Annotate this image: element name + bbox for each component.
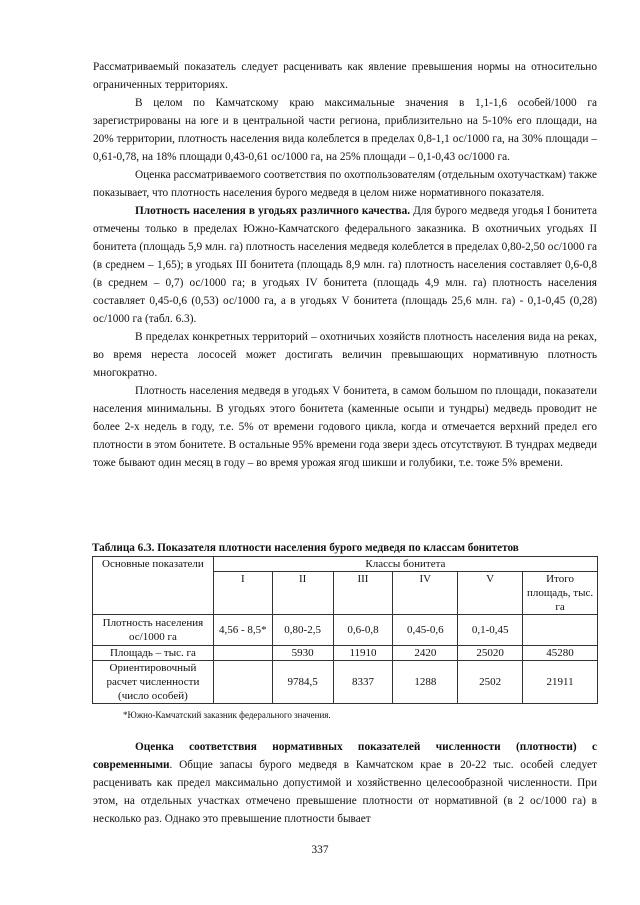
header-col-i: I — [213, 572, 272, 615]
table-row — [93, 646, 598, 661]
header-col-total: Итого площадь, тыс. га — [523, 572, 598, 615]
paragraph-6: Плотность населения медведя в угодьях V бонитета, в самом большом по площади, показатели населения минимальны. В угодьях этого бонитета (каменные осыпи и тундры) медведь проводит не более 2-х недель в году, т.е. 5% от времени годового цикла, когда и отмечается верхний предел его плотности в этом бонитете. В остальные 95% времени года звери здесь отсутствуют. В тундрах медведи тоже бывают один месяц в году – во время урожая ягод шикши и голубики, т.е. тоже 5% времени. — [93, 385, 597, 469]
paragraph-7: Оценка соответствия нормативных показателей численности (плотности) с современными. Общие запасы бурого медведя в Камчатском крае в 20-22 тыс. особей следует расценивать как предел максимально допустимой и хозяйственно целесообразной численности. При этом, на отдельных участках отмечено превышение плотности от нормативной (в 2 ос/1000 га) в несколько раз. Однако это превышение плотности бывает — [93, 741, 597, 825]
row-label: Ориентировочный расчет численности (число особей) — [93, 661, 214, 704]
table-cell — [213, 646, 272, 661]
table-cell: 4,56 - 8,5* — [213, 615, 272, 646]
text-block-top — [93, 58, 597, 472]
table-cell: 0,6-0,8 — [333, 615, 393, 646]
header-col-v: V — [458, 572, 523, 615]
table-caption: Таблица 6.3. Показателя плотности населения бурого медведя по классам бонитетов — [92, 542, 519, 554]
table-cell: 11910 — [333, 646, 393, 661]
table-cell: 25020 — [458, 646, 523, 661]
table-row — [93, 615, 598, 646]
table-cell: 0,1-0,45 — [458, 615, 523, 646]
table-cell: 9784,5 — [272, 661, 333, 704]
table-footnote: *Южно-Камчатский заказник федерального значения. — [123, 710, 331, 720]
table-cell: 5930 — [272, 646, 333, 661]
table-cell — [213, 661, 272, 704]
table-cell — [523, 615, 598, 646]
table-cell: 0,80-2,5 — [272, 615, 333, 646]
paragraph-2: В целом по Камчатскому краю максимальные значения в 1,1-1,6 особей/1000 га зарегистрированы на юге и в центральной части региона, приблизительно на 5-10% его площади, на 20% территории, плотность населения вида колеблется в пределах 0,8-1,1 ос/1000 га, на 30% площади – 0,61-0,78, на 18% площади 0,43-0,61 ос/1000 га, на 25% площади – 0,1-0,43 ос/1000 га. — [93, 97, 597, 163]
table-cell: 1288 — [393, 661, 458, 704]
header-col-iv: IV — [393, 572, 458, 615]
table-cell: 0,45-0,6 — [393, 615, 458, 646]
header-indicator: Основные показатели — [93, 557, 214, 615]
table-cell: 21911 — [523, 661, 598, 704]
text-block-bottom — [93, 738, 597, 828]
header-col-iii: III — [333, 572, 393, 615]
table-cell: 2502 — [458, 661, 523, 704]
bonitet-table — [92, 556, 598, 704]
paragraph-5: В пределах конкретных территорий – охотничьих хозяйств плотность населения вида на реках, во время нереста лососей может достигать величин превышающих нормативную плотность многократно. — [93, 331, 597, 379]
table-cell: 45280 — [523, 646, 598, 661]
header-classes: Классы бонитета — [213, 557, 597, 572]
table-cell: 8337 — [333, 661, 393, 704]
table-cell: 2420 — [393, 646, 458, 661]
paragraph-4: Плотность населения в угодьях различного качества. Для бурого медведя угодья I бонитета отмечены только в пределах Южно-Камчатского федерального заказника. В охотничьих угодьях II бонитета (площадь 5,9 млн. га) плотность населения медведя колеблется в пределах 0,80-2,50 ос/1000 га (в среднем – 1,65); в угодьях III бонитета (площадь 8,9 млн. га) плотность населения составляет 0,6-0,8 (в среднем – 0,7) ос/1000 га; в угодьях IV бонитета (площадь 4,9 млн. га) плотность населения составляет 0,45-0,6 (0,53) ос/1000 га, а в угодьях V бонитета (площадь 25,6 млн. га) - 0,1-0,45 (0,28) ос/1000 га (табл. 6.3). — [93, 205, 598, 325]
row-label: Плотность населения ос/1000 га — [93, 615, 214, 646]
row-label: Площадь – тыс. га — [93, 646, 214, 661]
paragraph-1: Рассматриваемый показатель следует расценивать как явление превышения нормы на относительно ограниченных территориях. — [93, 61, 597, 91]
paragraph-3: Оценка рассматриваемого соответствия по охотпользователям (отдельным охотучасткам) также показывает, что плотность населения бурого медведя в целом ниже нормативного показателя. — [93, 169, 597, 199]
page-number: 337 — [311, 844, 329, 856]
header-col-ii: II — [272, 572, 333, 615]
table-row — [93, 661, 598, 704]
